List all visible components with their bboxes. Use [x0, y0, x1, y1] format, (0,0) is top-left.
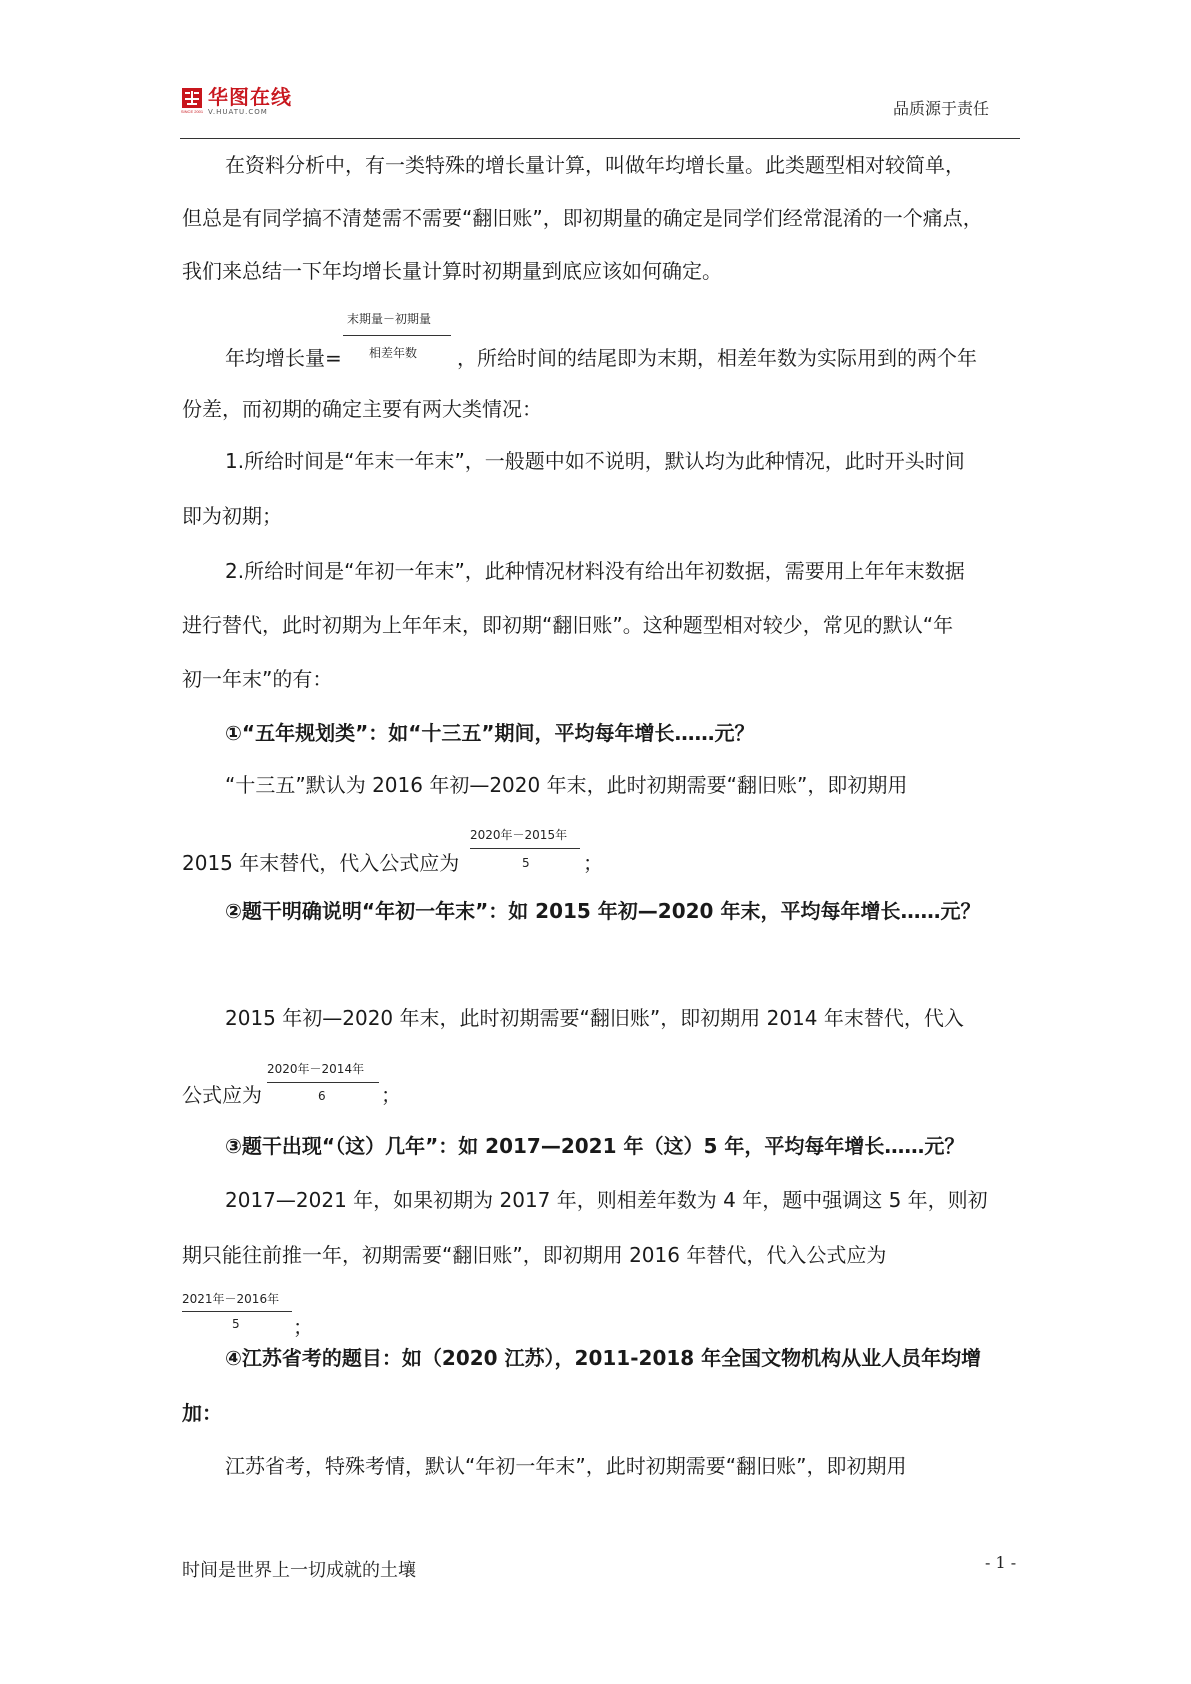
item1-line-1: “十三五”默认为 2016 年初—2020 年末，此时初期需要“翻旧账”，即初期用 [225, 773, 908, 797]
case1-line-1: 1.所给时间是“年末一年末”，一般题中如不说明，默认均为此种情况，此时开头时间 [225, 449, 965, 473]
logo-mark-icon [182, 88, 202, 114]
formula-line-2: 份差，而初期的确定主要有两大类情况： [182, 397, 542, 421]
fraction-numerator: 2020年－2014年 [267, 1062, 365, 1076]
item1-line-2-prefix: 2015 年末替代，代入公式应为 [182, 851, 460, 875]
item3-fraction [182, 1290, 292, 1336]
item1-line-2-suffix: ； [583, 851, 603, 875]
intro-line-2: 但总是有同学搞不清楚需不需要“翻旧账”，即初期量的确定是同学们经常混淆的一个痛点， [182, 206, 983, 230]
item2-fraction [267, 1060, 379, 1108]
fraction-bar [343, 335, 451, 336]
fraction-denominator: 6 [318, 1089, 326, 1103]
item1-fraction [470, 826, 580, 874]
header-slogan: 品质源于责任 [893, 99, 990, 118]
case2-line-1: 2.所给时间是“年初一年末”，此种情况材料没有给出年初数据，需要用上年年末数据 [225, 559, 965, 583]
fraction-denominator: 5 [522, 856, 530, 870]
item3-heading: ③题干出现“（这）几年”：如 2017—2021 年（这）5 年，平均每年增长……元？ [225, 1134, 965, 1158]
fraction-numerator: 2021年－2016年 [182, 1292, 280, 1306]
logo-url: V.HUATU.COM [208, 107, 268, 116]
fraction-denominator: 相差年数 [369, 346, 418, 360]
page-number: - 1 - [985, 1553, 1017, 1572]
case2-line-2: 进行替代，此时初期为上年年末，即初期“翻旧账”。这种题型相对较少，常见的默认“年 [182, 613, 954, 637]
formula-prefix: 年均增长量= [225, 346, 342, 370]
item2-line-2-suffix: ； [381, 1083, 401, 1107]
fraction-bar [182, 1311, 292, 1312]
header-divider [180, 138, 1020, 139]
formula-fraction [343, 310, 451, 362]
fraction-numerator: 2020年－2015年 [470, 828, 568, 842]
item2-line-1: 2015 年初—2020 年末，此时初期需要“翻旧账”，即初期用 2014 年末替代，代入 [225, 1006, 964, 1030]
case2-line-3: 初一年末”的有： [182, 667, 333, 691]
huatu-logo [182, 86, 292, 116]
logo-mark-text: SINCE 2001 [180, 109, 204, 114]
formula-suffix: ，所给时间的结尾即为末期，相差年数为实际用到的两个年 [457, 346, 977, 370]
footer-motto: 时间是世界上一切成就的土壤 [182, 1560, 416, 1581]
logo-name: 华图在线 [208, 84, 292, 109]
item3-line-3-suffix: ； [293, 1315, 313, 1339]
item4-line-1: 江苏省考，特殊考情，默认“年初一年末”，此时初期需要“翻旧账”，即初期用 [225, 1454, 907, 1478]
item2-heading: ②题干明确说明“年初一年末”：如 2015 年初—2020 年末，平均每年增长……元？ [225, 899, 981, 923]
item2-line-2-prefix: 公式应为 [182, 1083, 262, 1107]
fraction-bar [470, 848, 580, 849]
fraction-denominator: 5 [232, 1317, 240, 1331]
item3-line-2: 期只能往前推一年，初期需要“翻旧账”，即初期用 2016 年替代，代入公式应为 [182, 1243, 887, 1267]
item3-line-1: 2017—2021 年，如果初期为 2017 年，则相差年数为 4 年，题中强调这 5 年，则初 [225, 1188, 988, 1212]
fraction-numerator: 末期量－初期量 [347, 312, 432, 326]
item1-heading: ①“五年规划类”：如“十三五”期间，平均每年增长……元？ [225, 721, 755, 745]
intro-line-1: 在资料分析中，有一类特殊的增长量计算，叫做年均增长量。此类题型相对较简单， [225, 153, 965, 177]
intro-line-3: 我们来总结一下年均增长量计算时初期量到底应该如何确定。 [182, 259, 722, 283]
item4-heading-line-1: ④江苏省考的题目：如（2020 江苏），2011-2018 年全国文物机构从业人员年均增 [225, 1346, 982, 1370]
case1-line-2: 即为初期； [182, 504, 282, 528]
fraction-bar [267, 1082, 379, 1083]
item4-heading-line-2: 加： [182, 1401, 222, 1425]
